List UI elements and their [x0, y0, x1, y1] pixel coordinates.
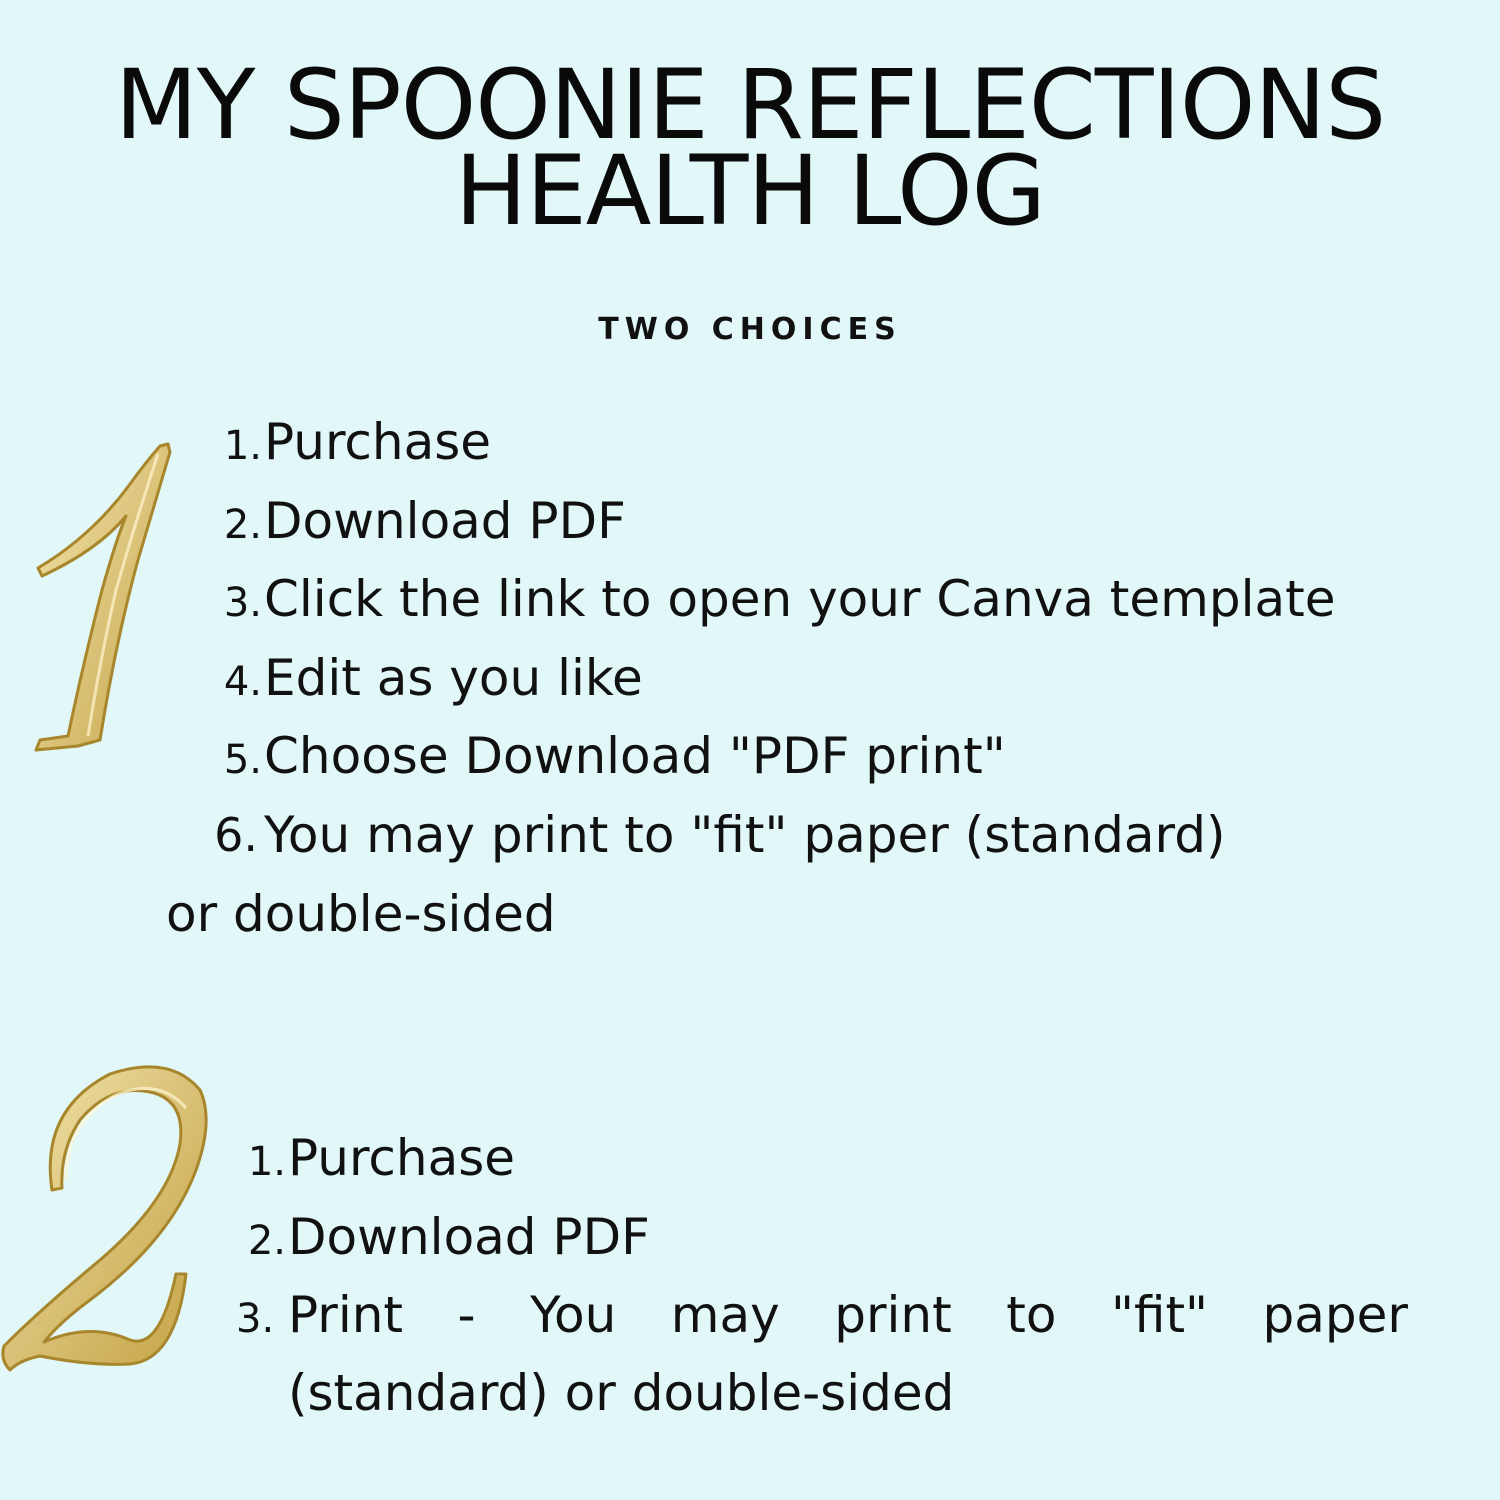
gold-numeral-two-icon: [0, 1060, 215, 1380]
list-item-text: You may print to "fit" paper (standard): [264, 805, 1226, 864]
list-item: [223, 726, 1464, 805]
list-item: [223, 412, 1464, 491]
list-marker: 2.: [223, 501, 262, 548]
list-marker: 6.: [214, 807, 258, 862]
title-line-2: HEALTH LOG: [454, 135, 1046, 247]
title-line-1: MY SPOONIE REFLECTIONS: [114, 49, 1386, 161]
list-marker: 4.: [223, 658, 262, 705]
list-marker: 3.: [236, 1296, 275, 1342]
list-item-continuation: or double-sided: [166, 885, 556, 943]
list-marker: 1.: [247, 1139, 286, 1185]
list-item-text: Download PDF: [288, 1207, 650, 1266]
list-marker: 5.: [223, 737, 262, 783]
page-title: [0, 49, 1500, 247]
list-item-text: Purchase: [288, 1129, 516, 1187]
list-item-text: Edit as you like: [264, 648, 643, 707]
option-two-steps: [236, 1128, 1408, 1441]
gold-numeral-one-icon: [18, 440, 188, 760]
list-item: [223, 491, 1464, 570]
list-item: [214, 805, 1464, 884]
list-item-text: Purchase: [264, 413, 492, 471]
list-item-text: Choose Download "PDF print": [264, 727, 1006, 785]
list-item-text: Print - You may print to "fit" paper (standard) or double-sided: [288, 1286, 1408, 1422]
list-marker: 3.: [223, 580, 262, 626]
list-item-text: Download PDF: [264, 491, 626, 550]
list-item: [223, 569, 1464, 648]
subtitle: TWO CHOICES: [598, 312, 902, 347]
option-one-steps: [214, 412, 1464, 883]
list-item: [247, 1128, 1408, 1207]
list-marker: 1.: [223, 423, 262, 469]
list-marker: 2.: [247, 1217, 286, 1264]
list-item: [223, 648, 1464, 727]
list-item: [236, 1276, 1408, 1432]
list-item-text: Click the link to open your Canva template: [264, 570, 1336, 628]
list-item: [247, 1207, 1408, 1286]
